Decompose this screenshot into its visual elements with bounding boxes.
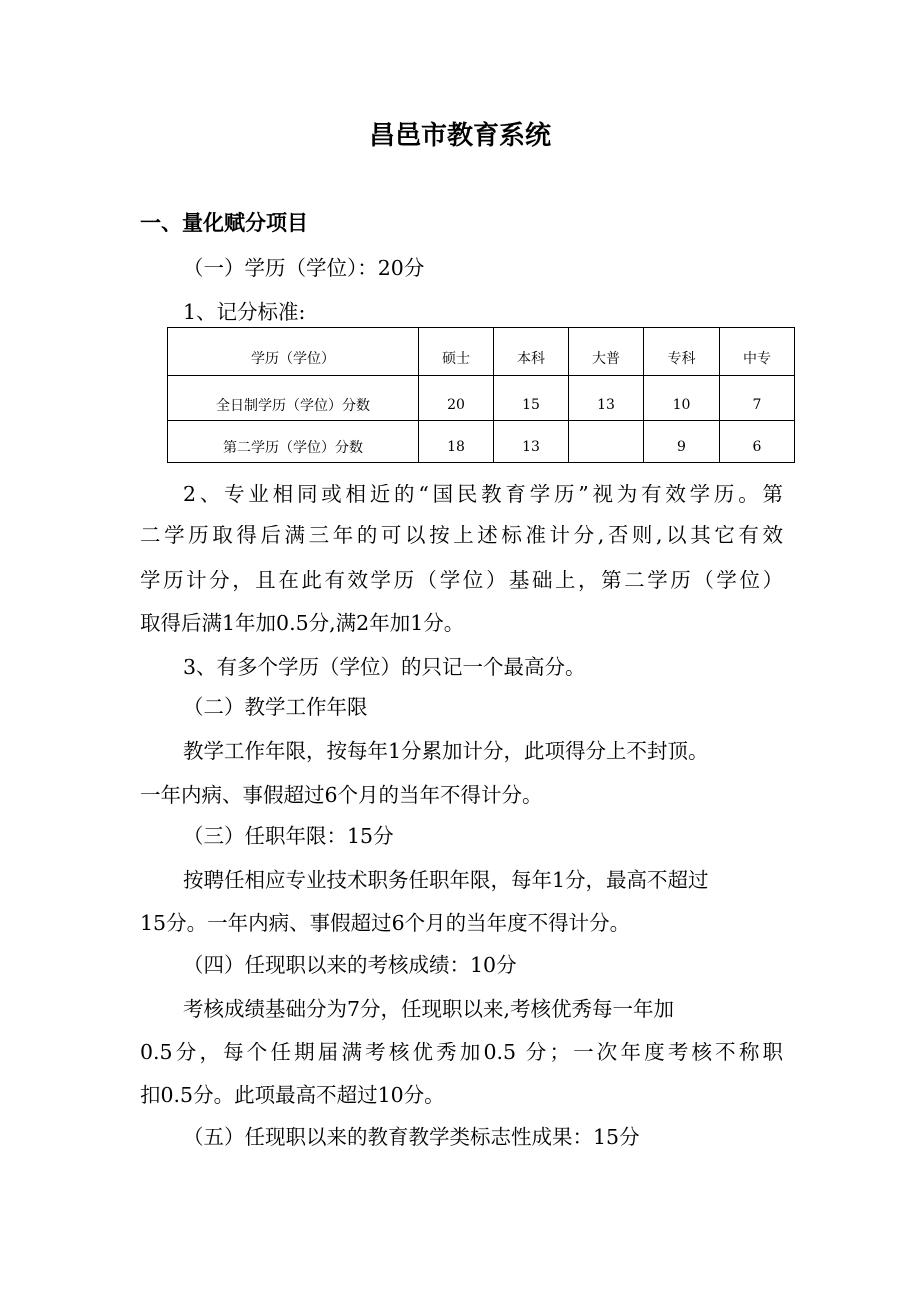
table-header-cell: 大普 [569, 328, 644, 376]
table-header-cell: 专科 [644, 328, 720, 376]
table-cell: 15 [494, 376, 569, 421]
table-header-cell: 学历（学位） [168, 328, 419, 376]
paragraph-line: 教学工作年限，按每年1分累加计分，此项得分上不封顶。 [183, 739, 709, 763]
document-title: 昌邑市教育系统 [368, 121, 551, 151]
table-row-label: 第二学历（学位）分数 [168, 421, 419, 463]
paragraph-line: 2、专业相同或相近的“国民教育学历”视为有效学历。第 [183, 484, 783, 506]
paragraph-line: 取得后满1年加0.5分,满2年加1分。 [140, 611, 465, 635]
section-heading-1: 一、量化赋分项目 [140, 211, 308, 235]
table-row-label: 全日制学历（学位）分数 [168, 376, 419, 421]
table-row [168, 376, 795, 421]
paragraph-line: 0.5分，每个任期届满考核优秀加0.5 分；一次年度考核不称职 [140, 1042, 783, 1064]
table-cell: 10 [644, 376, 720, 421]
subsection-education: （一）学历（学位）：20分 [183, 256, 425, 280]
table-header-cell: 硕士 [419, 328, 494, 376]
table-cell: 7 [720, 376, 795, 421]
table-row [168, 421, 795, 463]
table-cell [569, 421, 644, 463]
table-cell: 18 [419, 421, 494, 463]
paragraph-line: 按聘任相应专业技术职务任职年限，每年1分，最高不超过 [183, 868, 709, 892]
table-header-row [168, 328, 795, 376]
subsection-assessment: （四）任现职以来的考核成绩：10分 [183, 953, 517, 977]
paragraph-line: 二学历取得后满三年的可以按上述标准计分,否则,以其它有效 [140, 525, 783, 547]
scoring-standard-label: 1、记分标准: [183, 300, 306, 324]
subsection-achievements: （五）任现职以来的教育教学类标志性成果：15分 [183, 1125, 640, 1149]
paragraph-line: 3、有多个学历（学位）的只记一个最高分。 [183, 655, 586, 679]
education-score-table [167, 327, 795, 463]
paragraph-line: 一年内病、事假超过6个月的当年不得计分。 [140, 783, 543, 807]
subsection-tenure: （三）任职年限：15分 [183, 824, 394, 848]
paragraph-line: 扣0.5分。此项最高不超过10分。 [140, 1083, 445, 1107]
table-cell: 13 [494, 421, 569, 463]
table-header-cell: 中专 [720, 328, 795, 376]
table-cell: 6 [720, 421, 795, 463]
table-header-cell: 本科 [494, 328, 569, 376]
table-cell: 9 [644, 421, 720, 463]
subsection-teaching-years: （二）教学工作年限 [183, 695, 368, 719]
table-cell: 20 [419, 376, 494, 421]
paragraph-line: 学历计分，且在此有效学历（学位）基础上，第二学历（学位） [140, 570, 783, 592]
paragraph-line: 15分。一年内病、事假超过6个月的当年度不得计分。 [140, 911, 631, 935]
paragraph-line: 考核成绩基础分为7分，任现职以来,考核优秀每一年加 [183, 997, 675, 1021]
table-cell: 13 [569, 376, 644, 421]
